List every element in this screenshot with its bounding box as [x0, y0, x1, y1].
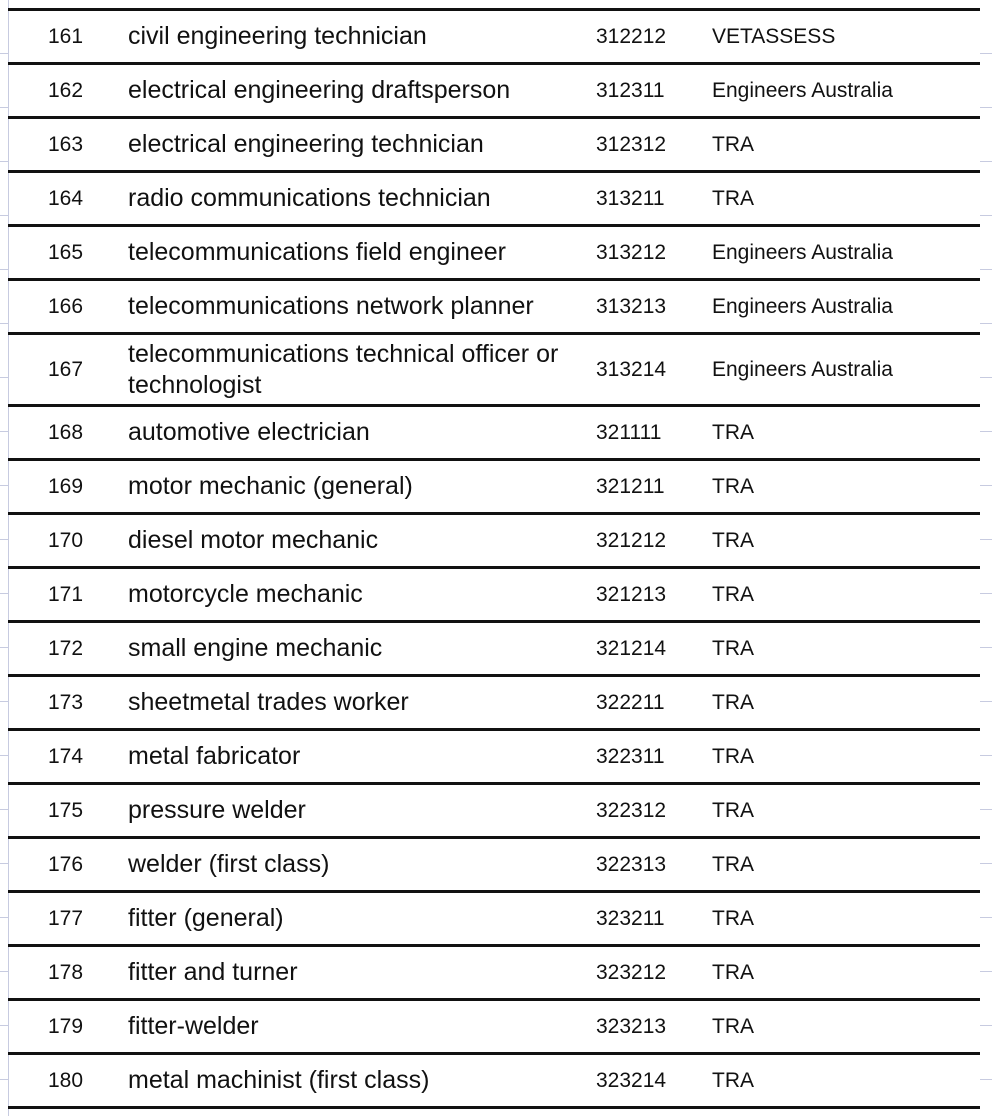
- table-row[interactable]: [8, 335, 980, 407]
- occupation-name: motor mechanic (general): [128, 472, 413, 500]
- row-number: 177: [48, 906, 84, 930]
- occupation-name: radio communications technician: [128, 184, 491, 212]
- row-number: 173: [48, 690, 84, 714]
- assessing-authority: TRA: [712, 186, 754, 210]
- occupation-name: civil engineering technician: [128, 22, 427, 50]
- occupation-code: 321213: [596, 582, 667, 606]
- occupation-name: telecommunications technical officer or technologist: [128, 339, 559, 399]
- assessing-authority: Engineers Australia: [712, 357, 893, 381]
- occupation-code: 323214: [596, 1068, 667, 1092]
- occupation-name: automotive electrician: [128, 418, 370, 446]
- occupation-code: 312212: [596, 24, 667, 48]
- occupation-code: 323213: [596, 1014, 667, 1038]
- table-row[interactable]: [8, 1001, 980, 1055]
- table-row[interactable]: [8, 281, 980, 335]
- occupation-code: 313213: [596, 294, 667, 318]
- assessing-authority: TRA: [712, 690, 754, 714]
- occupation-code: 313214: [596, 357, 667, 381]
- row-number: 179: [48, 1014, 84, 1038]
- row-number: 170: [48, 528, 84, 552]
- occupation-name: telecommunications network planner: [128, 292, 534, 320]
- occupation-name: sheetmetal trades worker: [128, 688, 409, 716]
- row-number: 163: [48, 132, 84, 156]
- occupation-name: telecommunications field engineer: [128, 238, 506, 266]
- row-number: 162: [48, 78, 84, 102]
- occupation-name: electrical engineering technician: [128, 130, 484, 158]
- table-row[interactable]: [8, 65, 980, 119]
- row-number: 172: [48, 636, 84, 660]
- table-row[interactable]: [8, 407, 980, 461]
- assessing-authority: TRA: [712, 906, 754, 930]
- table-row[interactable]: [8, 785, 980, 839]
- row-number: 180: [48, 1068, 84, 1092]
- occupation-code: 322312: [596, 798, 667, 822]
- occupation-name: metal machinist (first class): [128, 1066, 430, 1094]
- assessing-authority: TRA: [712, 420, 754, 444]
- assessing-authority: VETASSESS: [712, 24, 836, 48]
- row-number: 169: [48, 474, 84, 498]
- table-row[interactable]: [8, 893, 980, 947]
- assessing-authority: TRA: [712, 636, 754, 660]
- table-row[interactable]: [8, 731, 980, 785]
- row-number: 174: [48, 744, 84, 768]
- occupation-name: diesel motor mechanic: [128, 526, 379, 554]
- occupation-code: 313212: [596, 240, 667, 264]
- table-row[interactable]: [8, 677, 980, 731]
- assessing-authority: TRA: [712, 528, 754, 552]
- occupation-name: motorcycle mechanic: [128, 580, 363, 608]
- assessing-authority: TRA: [712, 852, 754, 876]
- row-number: 176: [48, 852, 84, 876]
- occupation-name: pressure welder: [128, 796, 306, 824]
- assessing-authority: TRA: [712, 582, 754, 606]
- row-number: 171: [48, 582, 84, 606]
- row-number: 164: [48, 186, 84, 210]
- row-number: 167: [48, 357, 84, 381]
- row-number: 166: [48, 294, 84, 318]
- occupation-code: 322313: [596, 852, 667, 876]
- table-row[interactable]: [8, 569, 980, 623]
- occupation-code: 321111: [596, 420, 662, 444]
- table-row[interactable]: [8, 227, 980, 281]
- occupation-name: electrical engineering draftsperson: [128, 76, 511, 104]
- table-row[interactable]: [8, 461, 980, 515]
- table-row[interactable]: [8, 173, 980, 227]
- row-number: 168: [48, 420, 84, 444]
- occupation-code: 322211: [596, 690, 665, 714]
- table-row[interactable]: [8, 947, 980, 1001]
- occupation-code: 312311: [596, 78, 665, 102]
- occupation-code: 321212: [596, 528, 667, 552]
- row-number: 165: [48, 240, 84, 264]
- occupation-code: 321214: [596, 636, 667, 660]
- table-row[interactable]: [8, 515, 980, 569]
- table-row[interactable]: [8, 839, 980, 893]
- table-row[interactable]: [8, 119, 980, 173]
- occupation-name: fitter (general): [128, 904, 284, 932]
- occupation-code: 313211: [596, 186, 665, 210]
- assessing-authority: TRA: [712, 1014, 754, 1038]
- assessing-authority: TRA: [712, 474, 754, 498]
- assessing-authority: TRA: [712, 744, 754, 768]
- assessing-authority: TRA: [712, 1068, 754, 1092]
- assessing-authority: Engineers Australia: [712, 294, 893, 318]
- occupation-code: 323212: [596, 960, 667, 984]
- assessing-authority: TRA: [712, 132, 754, 156]
- occupation-name: welder (first class): [128, 850, 330, 878]
- right-gridline-margin: [980, 0, 992, 1116]
- row-number: 175: [48, 798, 84, 822]
- occupation-code: 312312: [596, 132, 667, 156]
- table-row[interactable]: [8, 623, 980, 677]
- occupation-name: small engine mechanic: [128, 634, 383, 662]
- assessing-authority: TRA: [712, 960, 754, 984]
- occupation-name: fitter-welder: [128, 1012, 259, 1040]
- table-row[interactable]: [8, 11, 980, 65]
- occupation-table: [8, 8, 980, 1109]
- table-row[interactable]: [8, 1055, 980, 1109]
- assessing-authority: Engineers Australia: [712, 240, 893, 264]
- occupation-name: metal fabricator: [128, 742, 301, 770]
- assessing-authority: Engineers Australia: [712, 78, 893, 102]
- occupation-code: 321211: [596, 474, 665, 498]
- assessing-authority: TRA: [712, 798, 754, 822]
- row-number: 178: [48, 960, 84, 984]
- row-number: 161: [48, 24, 84, 48]
- occupation-name: fitter and turner: [128, 958, 298, 986]
- occupation-code: 323211: [596, 906, 665, 930]
- occupation-code: 322311: [596, 744, 665, 768]
